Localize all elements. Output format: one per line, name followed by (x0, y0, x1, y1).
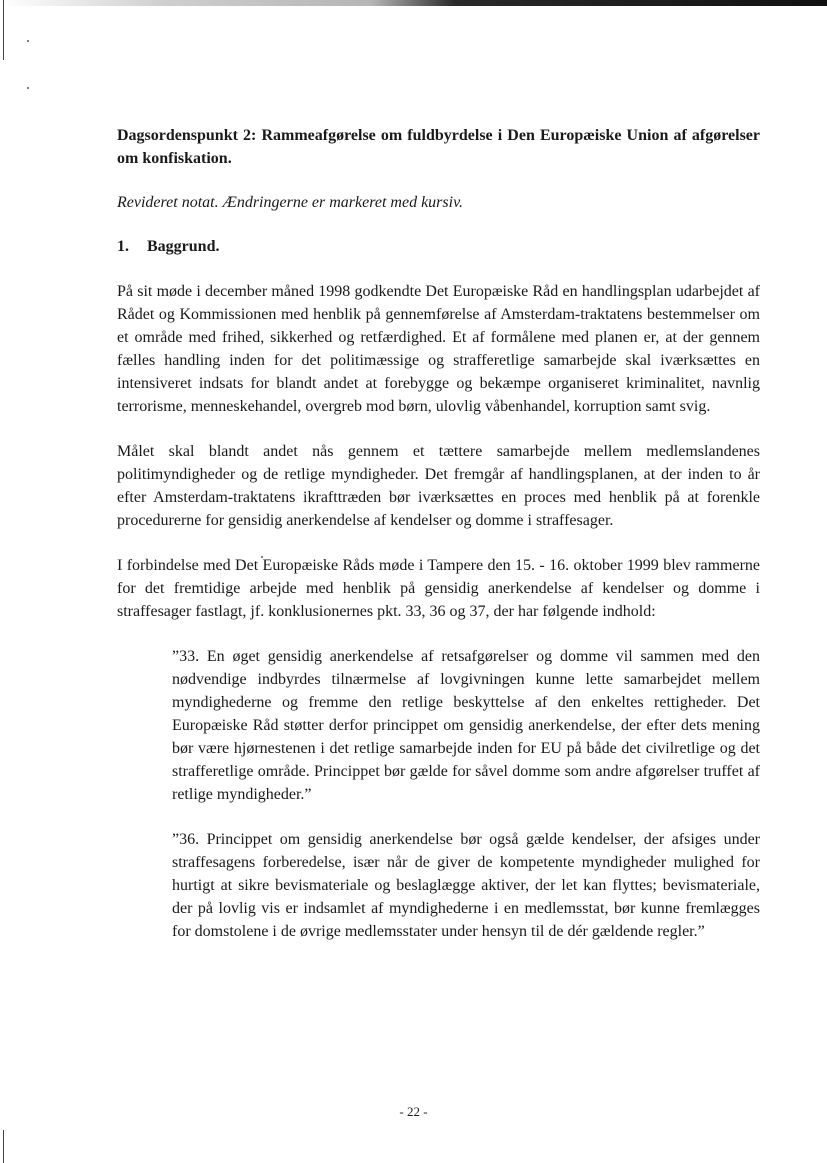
agenda-heading: Dagsordenspunkt 2: Rammeafgørelse om fuldbyrdelse i Den Europæiske Union af afgørelser om konfiskation. (117, 127, 760, 167)
section-title: Baggrund. (147, 238, 220, 255)
paragraph: I forbindelse med Det Europæiske Råds møde i Tampere den 15. - 16. oktober 1999 blev rammerne for det fremtidige arbejde med henblik på gensidig anerkendelse af kendelser og domme i straffesager fastlagt, jf. konklusionernes pkt. 33, 36 og 37, der har følgende indhold: (117, 557, 760, 620)
paragraph: Målet skal blandt andet nås gennem et tættere samarbejde mellem medlemslandenes politimyndigheder og de retlige myndigheder. Det fremgår af handlingsplanen, at der inden to år efter Amsterdam-traktatens ikrafttræden bør iværksættes en proces med henblik på at forenkle procedurerne for gensidig anerkendelse af kendelser og domme i straffesager. (117, 443, 760, 529)
section-heading (117, 235, 760, 258)
section-number: 1. (117, 238, 129, 255)
quoted-paragraph: ”33. En øget gensidig anerkendelse af retsafgørelser og domme vil sammen med den nødvendige indbyrdes tilnærmelse af lovgivningen kunne lette samarbejdet mellem myndighederne og fremme den retlige beskyttelse af den enkeltes rettigheder. Det Europæiske Råd støtter derfor princippet om gensidig anerkendelse, der efter dets mening bør være hjørnestenen i det retlige samarbejde inden for EU på både det civilretlige og det strafferetlige område. Princippet bør gælde for såvel domme som andre afgørelser truffet af retlige myndigheder.” (172, 648, 760, 803)
quoted-paragraph: ”36. Princippet om gensidig anerkendelse bør også gælde kendelser, der afsiges under straffesagens forberedelse, især når de giver de kompetente myndigheder mulighed for hurtigt at sikre bevismateriale og beslaglægge aktiver, der let kan flyttes; bevismateriale, der på lovlig vis er indsamlet af myndighederne i en medlemsstat, bør kunne fremlægges for domstolene i de øvrige medlemsstater under hensyn til de dér gældende regler.” (172, 831, 760, 940)
scan-left-edge-top (3, 0, 4, 60)
document-body (117, 124, 760, 965)
paragraph: På sit møde i december måned 1998 godkendte Det Europæiske Råd en handlingsplan udarbejdet af Rådet og Kommissionen med henblik på gennemførelse af Amsterdam-traktatens bestemmelser om et område med frihed, sikkerhed og retfærdighed. Et af formålene med planen er, at der gennem fælles handling inden for det politimæssige og strafferetlige samarbejde skal iværksættes en intensiveret indsats for blandt andet at forebygge og bekæmpe organiseret kriminalitet, navnlig terrorisme, menneskehandel, overgreb mod børn, ulovlig våbenhandel, korruption samt svig. (117, 283, 760, 415)
revision-note: Revideret notat. Ændringerne er markeret med kursiv. (117, 194, 463, 211)
scan-speck (27, 87, 29, 89)
scan-left-edge-bottom (3, 1130, 4, 1163)
scan-edge-bar (0, 0, 827, 6)
page-number: - 22 - (399, 1104, 428, 1119)
scan-speck (27, 40, 29, 42)
